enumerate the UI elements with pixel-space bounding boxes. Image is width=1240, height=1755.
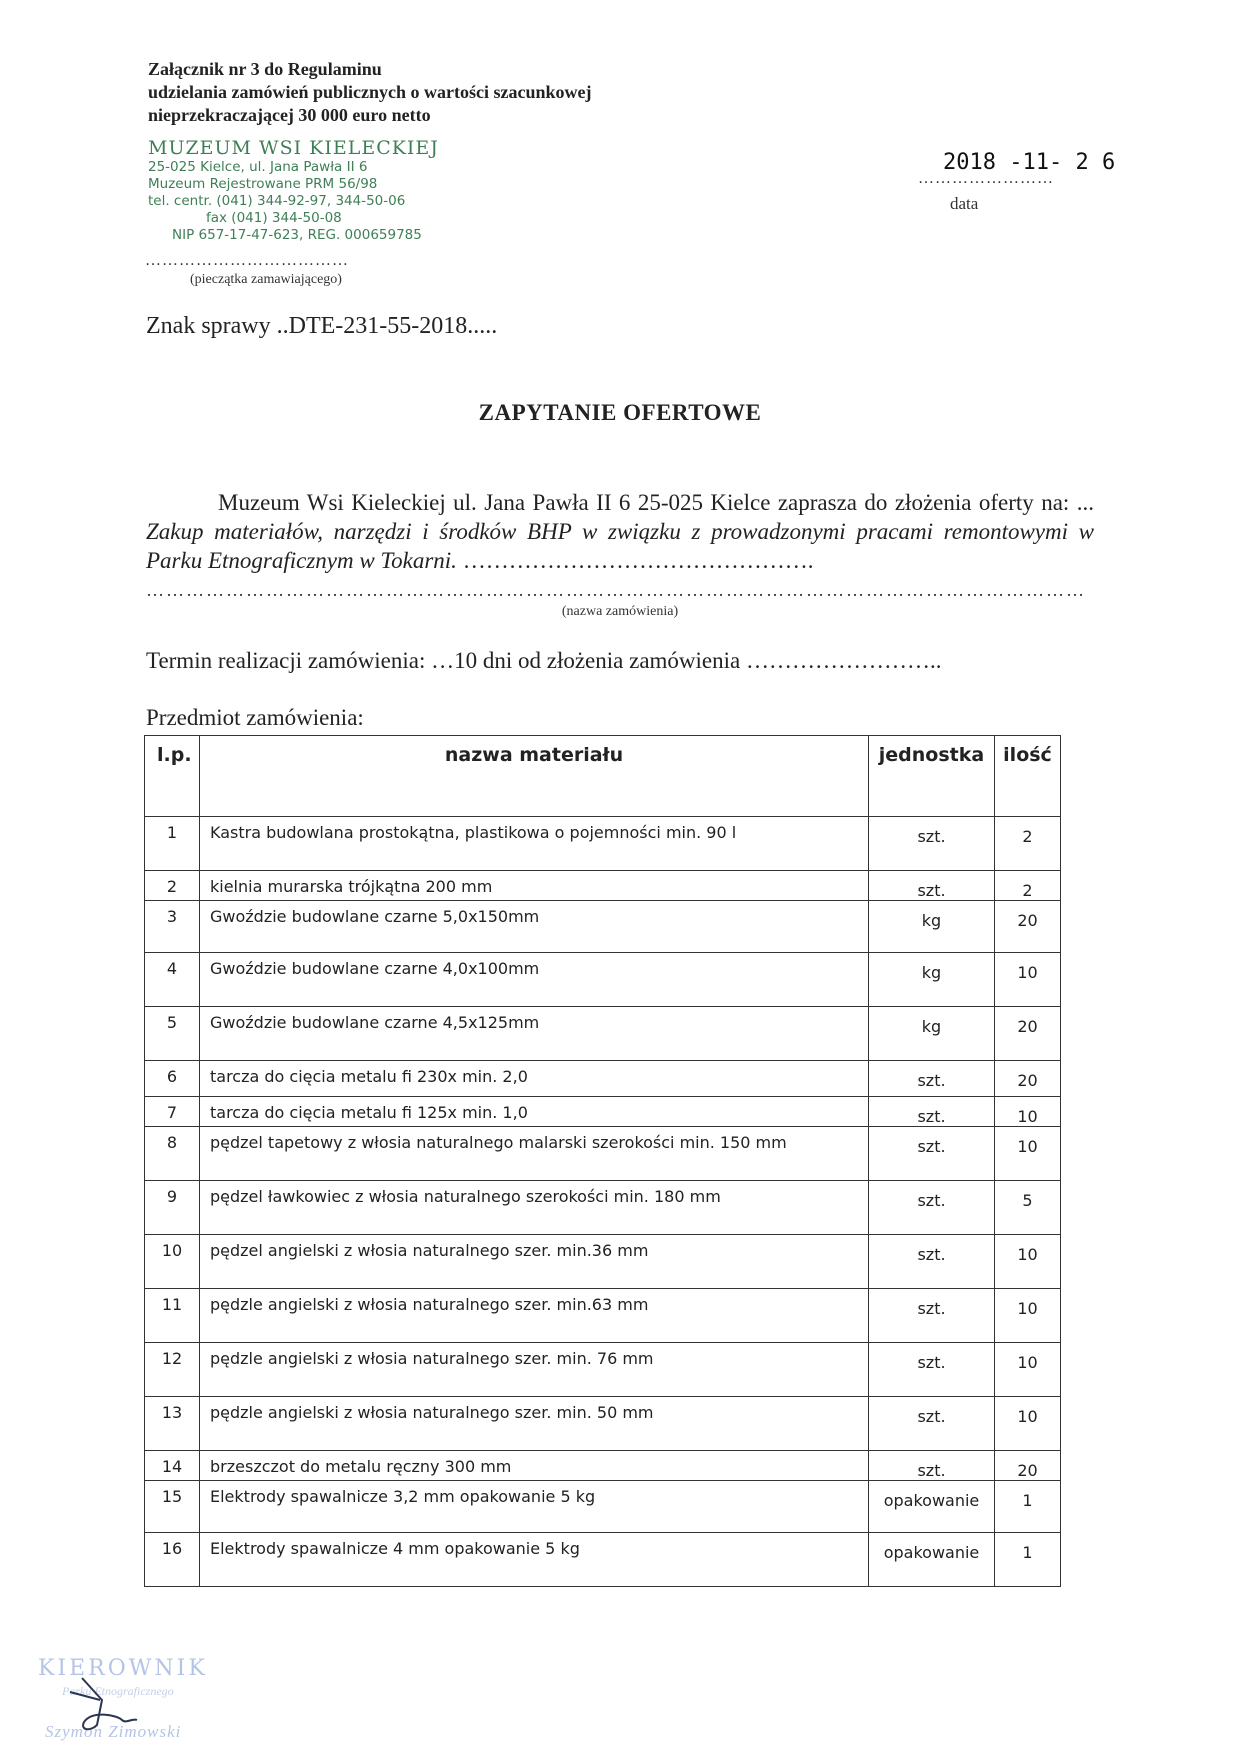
date-dotted-line: …………………… bbox=[918, 170, 1054, 187]
header-name: nazwa materiału bbox=[200, 736, 869, 817]
stamp-title: MUZEUM WSI KIELECKIEJ bbox=[148, 137, 439, 159]
row-qty: 20 bbox=[995, 901, 1061, 953]
row-lp: 11 bbox=[145, 1289, 200, 1343]
row-qty: 1 bbox=[995, 1533, 1061, 1587]
row-name: pędzel tapetowy z włosia naturalnego malarski szerokości min. 150 mm bbox=[200, 1127, 869, 1181]
document-title: ZAPYTANIE OFERTOWE bbox=[478, 400, 762, 425]
row-name: pędzle angielski z włosia naturalnego szer. min.63 mm bbox=[200, 1289, 869, 1343]
header-line: Załącznik nr 3 do Regulaminu bbox=[148, 59, 382, 79]
row-qty: 10 bbox=[995, 1289, 1061, 1343]
order-name-dotted-line: …………………………………………………………………………………………………………………………… bbox=[146, 580, 1086, 600]
row-qty: 2 bbox=[995, 817, 1061, 871]
signature-stamp-title: KIEROWNIK bbox=[38, 1656, 208, 1681]
header-line: nieprzekraczającej 30 000 euro netto bbox=[148, 105, 431, 125]
row-unit: kg bbox=[869, 1007, 995, 1061]
table-row bbox=[145, 1343, 1061, 1397]
intro-text: Muzeum Wsi Kieleckiej ul. Jana Pawła II 6 25-025 Kielce zaprasza do złożenia oferty na: ... bbox=[218, 490, 1094, 515]
table-row bbox=[145, 1397, 1061, 1451]
order-name: Zakup materiałów, narzędzi i środków BHP w związku z prowadzonymi pracami remontowymi w Parku Etnograficznym w Tokarni. bbox=[146, 519, 1094, 573]
table-row bbox=[145, 1451, 1061, 1481]
row-unit: szt. bbox=[869, 1289, 995, 1343]
table-header-row bbox=[145, 736, 1061, 817]
row-lp: 1 bbox=[145, 817, 200, 871]
row-qty: 20 bbox=[995, 1007, 1061, 1061]
row-qty: 10 bbox=[995, 1397, 1061, 1451]
items-table bbox=[144, 735, 1061, 1587]
row-name: Gwoździe budowlane czarne 4,5x125mm bbox=[200, 1007, 869, 1061]
row-qty: 20 bbox=[995, 1451, 1061, 1481]
table-row bbox=[145, 1007, 1061, 1061]
row-unit: szt. bbox=[869, 871, 995, 901]
table-row bbox=[145, 1097, 1061, 1127]
row-qty: 5 bbox=[995, 1181, 1061, 1235]
row-lp: 6 bbox=[145, 1061, 200, 1097]
stamp-nip: NIP 657-17-47-623, REG. 000659785 bbox=[172, 227, 422, 243]
stamp-dotted-line: ……………………………… bbox=[145, 252, 349, 269]
row-unit: kg bbox=[869, 901, 995, 953]
row-lp: 16 bbox=[145, 1533, 200, 1587]
row-qty: 1 bbox=[995, 1481, 1061, 1533]
row-qty: 2 bbox=[995, 871, 1061, 901]
row-unit: szt. bbox=[869, 1061, 995, 1097]
row-unit: opakowanie bbox=[869, 1481, 995, 1533]
organization-stamp bbox=[148, 137, 478, 244]
row-lp: 14 bbox=[145, 1451, 200, 1481]
row-lp: 9 bbox=[145, 1181, 200, 1235]
row-name: Elektrody spawalnicze 4 mm opakowanie 5 kg bbox=[200, 1533, 869, 1587]
signature-stamp-subtitle: Parku Etnograficznego bbox=[62, 1684, 174, 1698]
row-lp: 2 bbox=[145, 871, 200, 901]
row-unit: szt. bbox=[869, 1127, 995, 1181]
row-name: Gwoździe budowlane czarne 4,0x100mm bbox=[200, 953, 869, 1007]
row-name: pędzle angielski z włosia naturalnego szer. min. 50 mm bbox=[200, 1397, 869, 1451]
handwritten-signature bbox=[62, 1670, 152, 1740]
row-name: Gwoździe budowlane czarne 5,0x150mm bbox=[200, 901, 869, 953]
table-row bbox=[145, 1235, 1061, 1289]
row-name: pędzel ławkowiec z włosia naturalnego szerokości min. 180 mm bbox=[200, 1181, 869, 1235]
row-lp: 7 bbox=[145, 1097, 200, 1127]
stamp-address: 25-025 Kielce, ul. Jana Pawła II 6 bbox=[148, 159, 368, 175]
table-row bbox=[145, 953, 1061, 1007]
deadline: Termin realizacji zamówienia: …10 dni od złożenia zamówienia …………………….. bbox=[146, 648, 942, 673]
date-caption: data bbox=[950, 194, 979, 213]
table-row bbox=[145, 1533, 1061, 1587]
attachment-header bbox=[148, 58, 592, 127]
row-name: tarcza do cięcia metalu fi 230x min. 2,0 bbox=[200, 1061, 869, 1097]
header-lp: l.p. bbox=[145, 736, 200, 817]
table-row bbox=[145, 1289, 1061, 1343]
table-row bbox=[145, 871, 1061, 901]
stamp-phone: tel. centr. (041) 344-92-97, 344-50-06 bbox=[148, 193, 406, 209]
case-reference: Znak sprawy ..DTE-231-55-2018..... bbox=[146, 313, 498, 339]
row-qty: 10 bbox=[995, 1127, 1061, 1181]
row-unit: opakowanie bbox=[869, 1533, 995, 1587]
table-row bbox=[145, 817, 1061, 871]
header-unit: jednostka bbox=[869, 736, 995, 817]
row-unit: szt. bbox=[869, 1235, 995, 1289]
signature-stamp-name: Szymon Zimowski bbox=[45, 1722, 182, 1741]
row-lp: 13 bbox=[145, 1397, 200, 1451]
row-unit: szt. bbox=[869, 1097, 995, 1127]
row-lp: 15 bbox=[145, 1481, 200, 1533]
row-name: brzeszczot do metalu ręczny 300 mm bbox=[200, 1451, 869, 1481]
row-unit: szt. bbox=[869, 1343, 995, 1397]
row-unit: szt. bbox=[869, 1181, 995, 1235]
date-stamp-value: 2018 -11- 2 6 bbox=[943, 150, 1116, 175]
stamp-caption: (pieczątka zamawiającego) bbox=[190, 272, 342, 287]
row-name: Elektrody spawalnicze 3,2 mm opakowanie 5 kg bbox=[200, 1481, 869, 1533]
row-unit: szt. bbox=[869, 1397, 995, 1451]
stamp-fax: fax (041) 344-50-08 bbox=[206, 210, 342, 226]
row-lp: 3 bbox=[145, 901, 200, 953]
row-qty: 20 bbox=[995, 1061, 1061, 1097]
row-unit: szt. bbox=[869, 817, 995, 871]
intro-trailing-dots: ………………………………………. bbox=[456, 548, 814, 573]
subject-label: Przedmiot zamówienia: bbox=[146, 705, 364, 730]
stamp-registry: Muzeum Rejestrowane PRM 56/98 bbox=[148, 176, 378, 192]
table-row bbox=[145, 1481, 1061, 1533]
row-name: pędzle angielski z włosia naturalnego szer. min. 76 mm bbox=[200, 1343, 869, 1397]
row-unit: szt. bbox=[869, 1451, 995, 1481]
intro-paragraph bbox=[146, 488, 1094, 575]
table-row bbox=[145, 1061, 1061, 1097]
row-name: tarcza do cięcia metalu fi 125x min. 1,0 bbox=[200, 1097, 869, 1127]
row-name: kielnia murarska trójkątna 200 mm bbox=[200, 871, 869, 901]
row-name: Kastra budowlana prostokątna, plastikowa o pojemności min. 90 l bbox=[200, 817, 869, 871]
table-row bbox=[145, 1127, 1061, 1181]
row-lp: 8 bbox=[145, 1127, 200, 1181]
row-name: pędzel angielski z włosia naturalnego szer. min.36 mm bbox=[200, 1235, 869, 1289]
order-name-caption: (nazwa zamówienia) bbox=[561, 604, 679, 619]
row-lp: 10 bbox=[145, 1235, 200, 1289]
row-qty: 10 bbox=[995, 1235, 1061, 1289]
header-line: udzielania zamówień publicznych o wartości szacunkowej bbox=[148, 82, 592, 102]
row-qty: 10 bbox=[995, 1343, 1061, 1397]
row-lp: 5 bbox=[145, 1007, 200, 1061]
table-row bbox=[145, 901, 1061, 953]
row-qty: 10 bbox=[995, 953, 1061, 1007]
row-lp: 12 bbox=[145, 1343, 200, 1397]
row-lp: 4 bbox=[145, 953, 200, 1007]
row-unit: kg bbox=[869, 953, 995, 1007]
table-row bbox=[145, 1181, 1061, 1235]
header-qty: ilość bbox=[995, 736, 1061, 817]
row-qty: 10 bbox=[995, 1097, 1061, 1127]
